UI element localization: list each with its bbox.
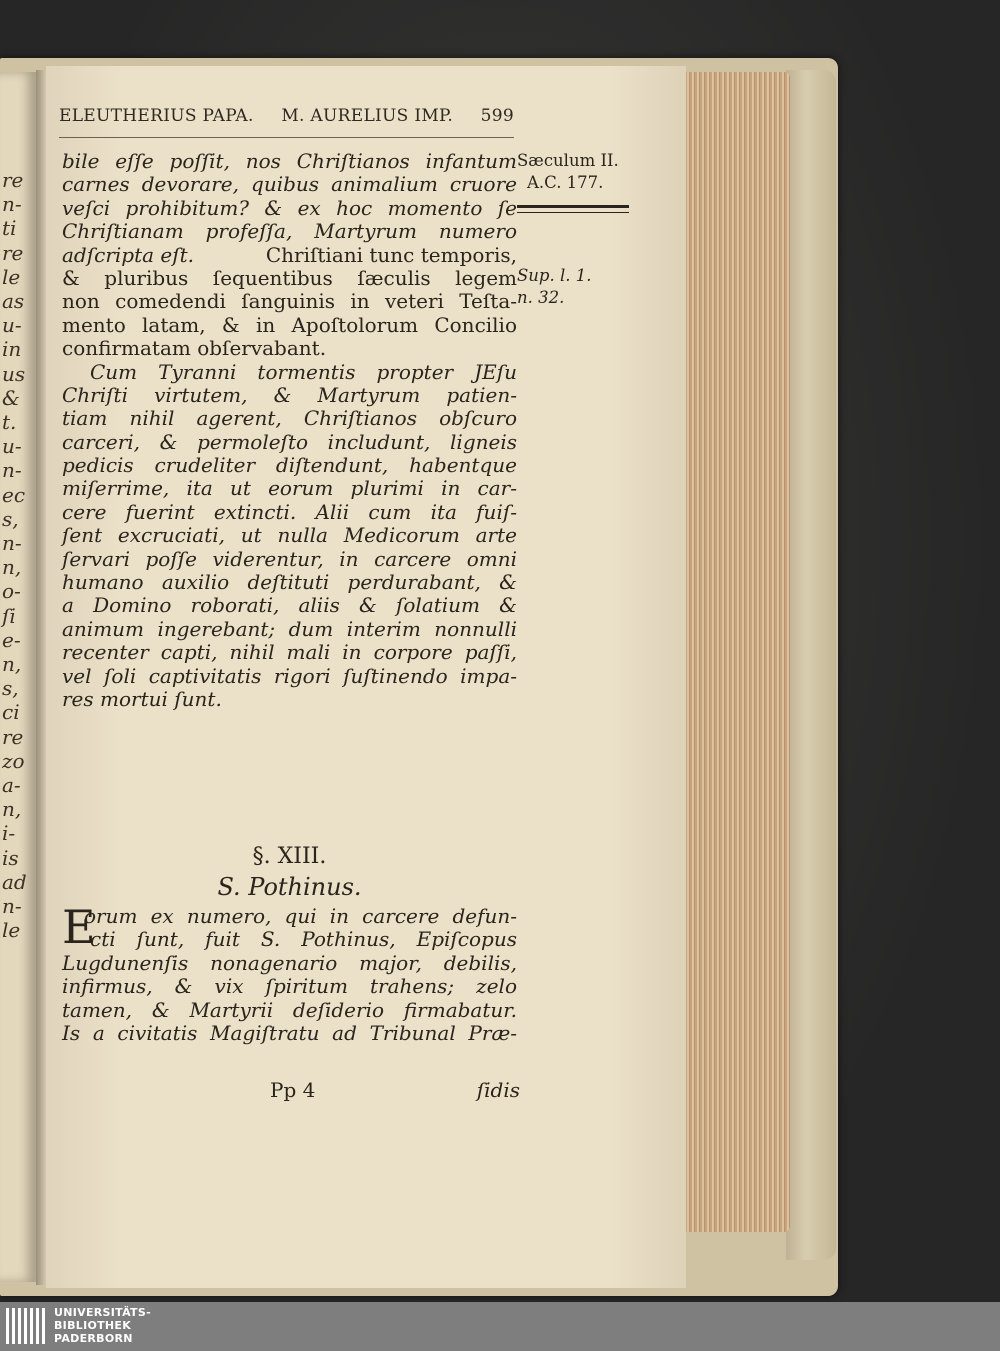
catchword: ſidis [476, 1078, 520, 1102]
left-page-fragment: n- [2, 531, 22, 555]
page-number: 599 [480, 106, 514, 126]
text-line: confirmatam obſervabant. [62, 336, 327, 361]
left-page-fragment: re [2, 724, 24, 749]
left-page-fragment: u- [2, 434, 22, 459]
left-page-fragment: o- [2, 579, 21, 604]
left-page-fragment: t. [2, 410, 17, 434]
library-line2: BIBLIOTHEK [54, 1319, 132, 1332]
left-page-fragment: le [2, 918, 21, 943]
left-page-fragment: ad [2, 869, 27, 894]
text-line: Lugdunenſis nonagenario major, debilis, [62, 950, 517, 975]
left-page-fragment: zo [2, 748, 25, 773]
text-line: tiam nihil agerent, Chriſtianos obſcuro [62, 406, 517, 431]
signature-mark: Pp 4 [270, 1078, 316, 1102]
margin-notes [517, 150, 619, 309]
left-page-fragment: n- [2, 894, 22, 918]
left-page-fragment: n, [2, 797, 22, 822]
page-footer [270, 1078, 520, 1102]
margin-year: A.C. 177. [527, 173, 604, 192]
margin-rule [517, 205, 629, 213]
text-line: carceri, & permoleſto includunt, ligneis [62, 429, 517, 454]
text-line: miſerrime, ita ut eorum plurimi in car- [62, 476, 517, 501]
text-line: cere fuerint extincti. Alii cum ita fuiſ- [62, 499, 517, 524]
left-page-fragment: n, [2, 652, 22, 676]
text-line: cti ſunt, fuit S. Pothinus, Epiſcopus [90, 927, 517, 952]
text-line: orum ex numero, qui in carcere defun- [84, 904, 517, 928]
paragraph-pothinus [62, 900, 517, 1045]
left-page-fragment: ſi [2, 603, 16, 628]
left-page-fragment: le [2, 264, 21, 289]
library-footer-bar [0, 1302, 1000, 1351]
left-page-fragment: n- [2, 458, 22, 483]
library-name [54, 1306, 151, 1345]
header-left: ELEUTHERIUS PAPA. [59, 106, 254, 126]
left-page-fragment: s, [2, 506, 19, 531]
left-page-fragment: s, [2, 676, 19, 701]
text-line: Is a civitatis Magiſtratu ad Tribunal Præ- [62, 1020, 517, 1045]
margin-ref2: n. 32. [517, 288, 565, 307]
running-header [59, 106, 514, 126]
text-line: non comedendi ſanguinis in veteri Teſta- [62, 289, 517, 314]
text-line: a Domino roborati, aliis & ſolatium & [62, 593, 517, 618]
left-page-edge [0, 72, 36, 1282]
left-page-fragment: a- [2, 773, 21, 797]
left-page-fragment: u- [2, 313, 22, 338]
body-text [62, 150, 517, 711]
text-fragment: adſcripta eſt. [62, 242, 195, 267]
text-line: Chriſti virtutem, & Martyrum patien- [62, 382, 517, 407]
left-page-fragment: re [2, 168, 24, 192]
library-line1: UNIVERSITÄTS- [54, 1306, 151, 1319]
text-line: pedicis crudeliter diſtendunt, habentque [62, 453, 517, 478]
text-line: recenter capti, nihil mali in corpore paſſi, [62, 640, 517, 665]
left-page-fragment: e- [2, 627, 21, 652]
section-heading [62, 843, 517, 903]
left-page-fragment: in [2, 337, 22, 362]
text-line: res mortui ſunt. [62, 686, 222, 711]
text-line: animum ingerebant; dum interim nonnulli [62, 616, 517, 641]
left-page-fragment: ci [2, 700, 20, 725]
text-line: mento latam, & in Apoſtolorum Concilio [62, 312, 517, 337]
text-line: vel ſoli captivitatis rigori ſuſtinendo impa- [62, 663, 517, 688]
library-line3: PADERBORN [54, 1332, 133, 1345]
left-page-fragment: n- [2, 192, 22, 217]
left-page-fragment: ec [2, 482, 26, 507]
text-line: ſervari poſſe viderentur, in carcere omni [62, 546, 517, 571]
section-title: S. Pothinus. [217, 873, 362, 901]
margin-saeculum: Sæculum II. [517, 151, 619, 170]
header-center: M. AURELIUS IMP. [281, 106, 454, 126]
left-page-fragment: & [2, 385, 20, 410]
margin-ref1: Sup. l. 1. [517, 266, 592, 285]
text-fragment: Chriſtiani tunc temporis, [265, 242, 517, 267]
text-line: tamen, & Martyrii deſiderio firmabatur. [62, 997, 517, 1022]
section-number: §. XIII. [252, 844, 327, 869]
text-line: bile eſſe poſſit, nos Chriſtianos infantum [62, 149, 517, 173]
text-line: Chriſtianam profeſſa, Martyrum numero [62, 219, 517, 244]
library-logo-icon [6, 1308, 46, 1344]
text-line: veſci prohibitum? & ex hoc momento ſe [62, 195, 517, 220]
text-line: & pluribus ſequentibus ſæculis legem [62, 265, 517, 290]
left-page-fragment: ti [2, 216, 17, 241]
left-page-fragment: n, [2, 555, 22, 580]
left-page-fragment: is [2, 845, 19, 870]
text-line: humano auxilio deſtituti perdurabant, & [62, 570, 517, 595]
left-page-fragment: re [2, 240, 24, 265]
text-line: carnes devorare, quibus animalium cruore [62, 172, 517, 197]
header-rule [59, 137, 514, 138]
left-page-fragment: us [2, 361, 26, 386]
left-page-fragment: as [2, 289, 25, 313]
book-cover-edge [786, 70, 836, 1260]
text-line-mixed [62, 244, 517, 267]
text-line: infirmus, & vix ſpiritum trahens; zelo [62, 974, 517, 999]
page-edges [680, 72, 790, 1232]
dropcap: E [62, 900, 96, 954]
text-line: Cum Tyranni tormentis propter JEſu [90, 359, 517, 384]
left-page-fragment: i- [2, 821, 16, 846]
text-line: ſent excruciati, ut nulla Medicorum arte [62, 523, 517, 548]
